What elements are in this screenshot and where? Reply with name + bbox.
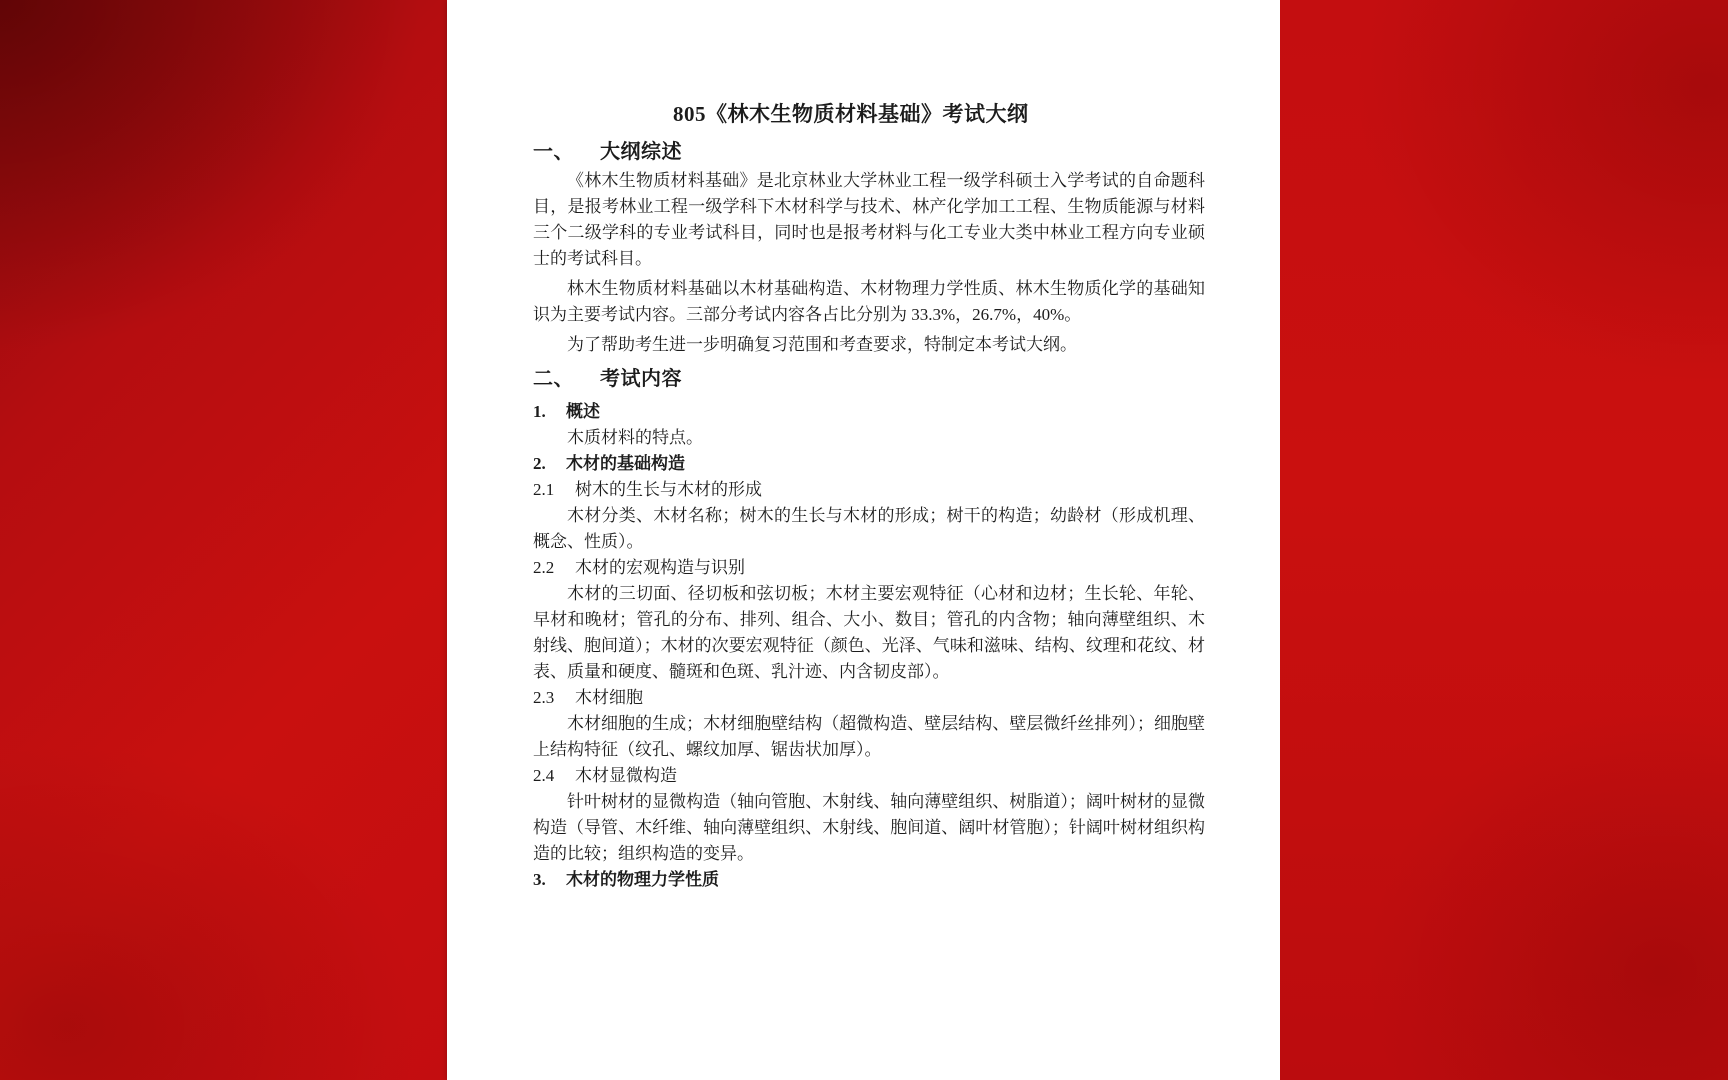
document-page: [447, 0, 1280, 1080]
outline-sub-heading: [533, 555, 1205, 581]
item-number: 2.4: [533, 766, 555, 785]
outline-paragraph: 木材细胞的生成；木材细胞壁结构（超微构造、壁层结构、壁层微纤丝排列）；细胞壁上结构特征（纹孔、螺纹加厚、锯齿状加厚）。: [533, 714, 1205, 759]
overview-paragraphs: [533, 168, 1205, 358]
item-title: 木材显微构造: [575, 766, 677, 785]
section-heading-overview: [533, 139, 1205, 166]
section-heading-content: [533, 366, 1205, 393]
item-number: 2.3: [533, 688, 555, 707]
item-title: 木材细胞: [575, 688, 643, 707]
red-backdrop-right: [1280, 0, 1728, 1080]
section-title: 考试内容: [600, 368, 682, 390]
outline-paragraph: 针叶树材的显微构造（轴向管胞、木射线、轴向薄壁组织、树脂道）；阔叶树材的显微构造（导管、木纤维、轴向薄壁组织、木射线、胞间道、阔叶材管胞）；针阔叶树材组织构造的比较；组织构造的变异。: [533, 792, 1205, 863]
item-title: 木材的物理力学性质: [566, 870, 719, 889]
outline-paragraph: 木材的三切面、径切板和弦切板；木材主要宏观特征（心材和边材；生长轮、年轮、早材和晚材；管孔的分布、排列、组合、大小、数目；管孔的内含物；轴向薄壁组织、木射线、胞间道）；木材的次要宏观特征（颜色、光泽、气味和滋味、结构、纹理和花纹、材表、质量和硬度、髓斑和色斑、乳汁迹、内含韧皮部）。: [533, 584, 1205, 681]
outline-numbered-heading: [533, 399, 1205, 425]
overview-paragraph: 《林木生物质材料基础》是北京林业大学林业工程一级学科硕士入学考试的自命题科目，是报考林业工程一级学科下木材科学与技术、林产化学加工工程、生物质能源与材料三个二级学科的专业考试科目，同时也是报考材料与化工专业大类中林业工程方向专业硕士的考试科目。: [533, 171, 1205, 268]
section-number: 二、: [533, 368, 574, 390]
outline-numbered-heading: [533, 867, 1205, 893]
outline-sub-heading: [533, 763, 1205, 789]
overview-paragraph: 为了帮助考生进一步明确复习范围和考查要求，特制定本考试大纲。: [567, 335, 1077, 354]
item-title: 木材的宏观构造与识别: [575, 558, 745, 577]
item-title: 木材的基础构造: [566, 454, 685, 473]
item-title: 概述: [566, 402, 600, 421]
outline-numbered-heading: [533, 451, 1205, 477]
document-title: 805《林木生物质材料基础》考试大纲: [673, 102, 1029, 126]
item-number: 2.: [533, 454, 546, 473]
item-number: 1.: [533, 402, 546, 421]
outline-paragraph: 木质材料的特点。: [567, 428, 703, 447]
section-number: 一、: [533, 141, 574, 163]
item-number: 3.: [533, 870, 546, 889]
item-number: 2.2: [533, 558, 555, 577]
outline-sub-heading: [533, 685, 1205, 711]
overview-paragraph: 林木生物质材料基础以木材基础构造、木材物理力学性质、林木生物质化学的基础知识为主要考试内容。三部分考试内容各占比分别为 33.3%，26.7%，40%。: [533, 279, 1205, 324]
outline-sub-heading: [533, 477, 1205, 503]
item-number: 2.1: [533, 480, 555, 499]
item-title: 树木的生长与木材的形成: [575, 480, 762, 499]
red-backdrop-left: [0, 0, 447, 1080]
outline-paragraph: 木材分类、木材名称；树木的生长与木材的形成；树干的构造；幼龄材（形成机理、概念、性质）。: [533, 506, 1205, 551]
section-title: 大纲综述: [600, 141, 682, 163]
exam-content-outline: [533, 399, 1205, 893]
